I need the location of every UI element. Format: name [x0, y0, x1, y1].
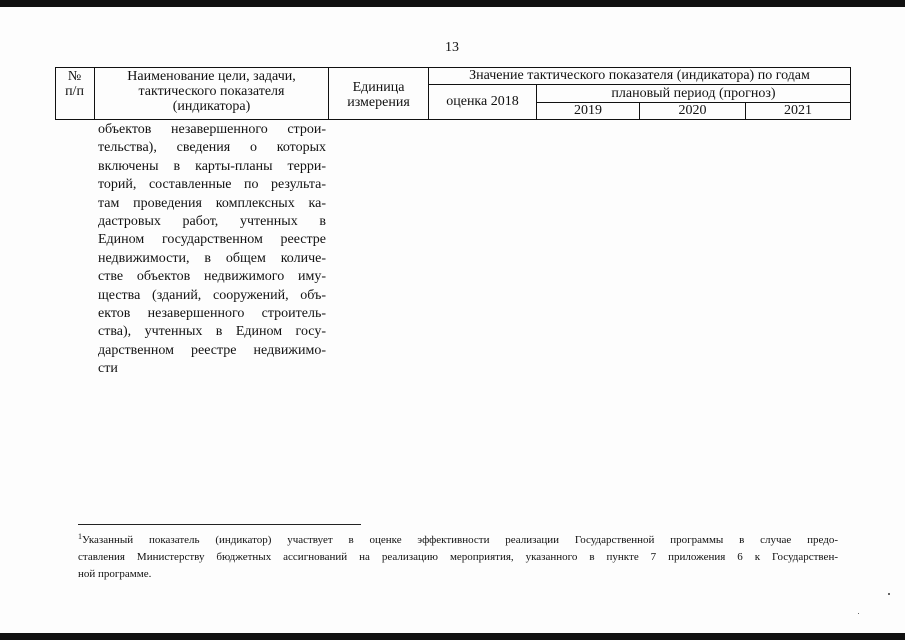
col-plan-header: плановый период (прогноз) — [611, 86, 776, 101]
body-line: Едином государственном реестре — [98, 232, 326, 248]
col-year-2020: 2020 — [678, 103, 707, 118]
header-border-bottom — [55, 119, 851, 120]
indicator-name-text — [98, 121, 326, 379]
body-line: там проведения комплексных ка- — [98, 195, 326, 211]
col-num-line-1: № — [67, 69, 82, 84]
body-line: торий, составленные по результа- — [98, 177, 326, 193]
col-year-2019: 2019 — [574, 103, 602, 118]
top-scan-border — [0, 0, 905, 7]
footnote-line: ной программе. — [78, 568, 152, 580]
footnote — [78, 532, 838, 583]
body-line: недвижимости, в общем количе- — [98, 250, 326, 266]
col-unit-header — [329, 80, 428, 110]
body-line: дарственном реестре недвижимо- — [98, 342, 326, 358]
body-line: стве объектов недвижимого иму- — [98, 269, 326, 285]
page-number: 13 — [445, 40, 459, 55]
col-value-title: Значение тактического показателя (индикатора) по годам — [469, 68, 810, 83]
body-line: щества (зданий, сооружений, объ- — [98, 287, 326, 303]
col-year-2021: 2021 — [784, 103, 812, 118]
col-name-line-2: тактического показателя — [138, 84, 285, 99]
body-line: включены в карты-планы терри- — [98, 158, 326, 174]
indicator-table-header — [55, 67, 851, 120]
body-line: дастровых работ, учтенных в — [98, 214, 326, 230]
body-line: ектов незавершенного строитель- — [98, 306, 326, 322]
col-name-line-1: Наименование цели, задачи, — [127, 69, 296, 84]
body-line: тельства), сведения о которых — [98, 140, 326, 156]
scan-speck — [888, 593, 890, 595]
body-line: сти — [98, 361, 118, 377]
col-num-line-2: п/п — [65, 84, 84, 99]
col-name-header — [95, 69, 328, 114]
footnote-line — [78, 532, 838, 549]
col-unit-line-1: Единица — [352, 80, 405, 95]
col-num-header — [55, 69, 94, 99]
body-line: объектов незавершенного строи- — [98, 122, 326, 137]
footnote-line-1-text: Указанный показатель (индикатор) участвует в оценке эффективности реализации Государственной программы в случае предо- — [82, 534, 838, 546]
col-estimate-header: оценка 2018 — [446, 94, 519, 109]
body-line: ства), учтенных в Едином госу- — [98, 324, 326, 340]
scan-speck — [858, 613, 859, 614]
footnote-marker: 1 — [78, 532, 82, 541]
col-name-line-3: (индикатора) — [172, 99, 251, 114]
header-border-right — [850, 67, 851, 120]
col-unit-line-2: измерения — [347, 95, 410, 110]
divider-value-subrow — [428, 84, 851, 85]
footnote-line: ставления Министерству бюджетных ассигнований на реализацию мероприятия, указанного в пункте 7 приложения 6 к Государствен- — [78, 551, 838, 563]
footnote-separator — [78, 524, 361, 525]
bottom-scan-border — [0, 633, 905, 640]
